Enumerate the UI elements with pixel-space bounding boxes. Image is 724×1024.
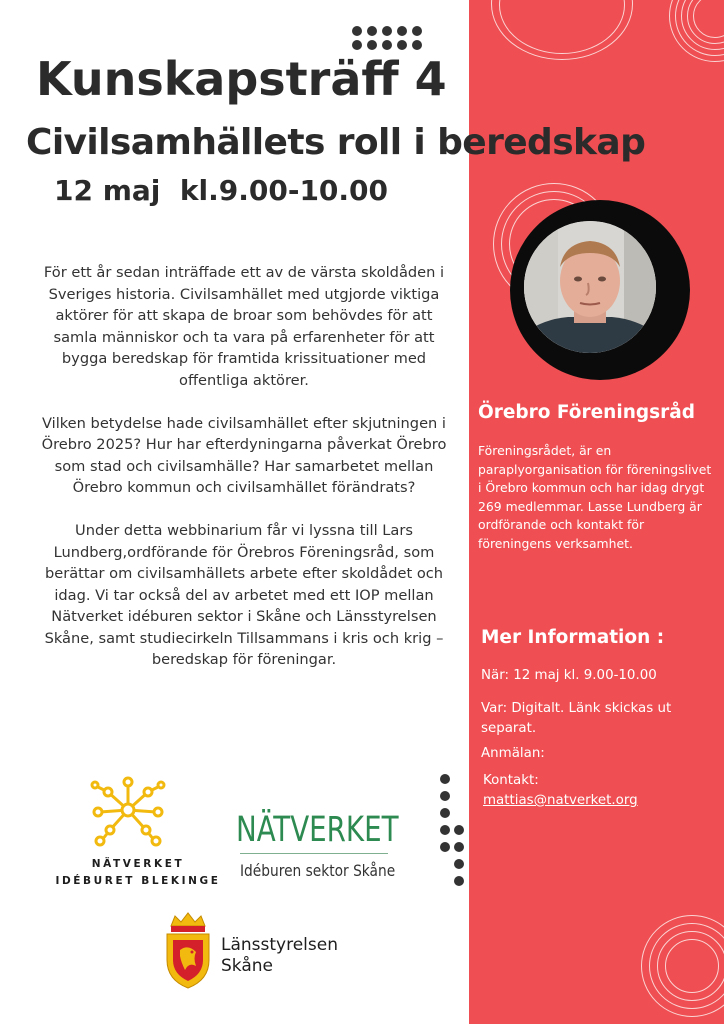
- contact-email-link[interactable]: mattias@natverket.org: [483, 793, 638, 808]
- blekinge-logo-text: [55, 856, 221, 890]
- info-when: När: 12 maj kl. 9.00-10.00: [481, 668, 657, 683]
- blekinge-logo-line1: NÄTVERKET: [91, 858, 185, 870]
- lansstyrelsen-line1: Länsstyrelsen: [221, 935, 338, 955]
- natverket-logo-name: NÄTVERKET: [236, 810, 399, 850]
- blekinge-logo: [88, 770, 168, 850]
- more-info-heading: Mer Information :: [481, 627, 665, 648]
- organization-description: Föreningsrådet, är en paraplyorganisation för föreningslivet i Örebro kommun och har idag drygt 269 medlemmar. Lasse Lundberg är ordförande och kontakt för föreningens verksamhet.: [478, 443, 712, 551]
- natverket-logo-subtitle: Idéburen sektor Skåne: [240, 861, 396, 880]
- blekinge-logo-line2: IDÉBURET BLEKINGE: [55, 875, 221, 887]
- organization-title: Örebro Föreningsråd: [478, 402, 695, 423]
- page-subtitle: Civilsamhällets roll i beredskap: [26, 122, 646, 163]
- event-description: [40, 262, 448, 692]
- description-paragraph: För ett år sedan inträffade ett av de värsta skoldåden i Sveriges historia. Civilsamhället med utgjorde viktiga aktörer för att skapa de broar som behövdes för att samla människor och ta vara på erfarenheter för att bygga beredskap för framtida krissituationer med offentliga aktörer.: [43, 264, 445, 389]
- speaker-photo: [524, 221, 656, 353]
- event-date-time: 12 maj kl.9.00-10.00: [54, 174, 389, 207]
- description-paragraph: Vilken betydelse hade civilsamhället efter skjutningen i Örebro 2025? Hur har efterdyningarna påverkat Örebro som stad och civilsamhälle? Har samarbetet mellan Örebro kommun och civilsamhället förändrats?: [41, 414, 447, 496]
- natverket-logo-divider: [240, 853, 388, 854]
- speaker-photo-frame: [510, 200, 690, 380]
- coat-of-arms-icon: [163, 910, 213, 990]
- info-contact-label: Kontakt:: [483, 773, 539, 788]
- lansstyrelsen-line2: Skåne: [221, 956, 273, 976]
- lansstyrelsen-logo: [163, 910, 213, 990]
- page-title: Kunskapsträff 4: [36, 52, 447, 106]
- network-logo-icon: [88, 770, 168, 850]
- info-signup: Anmälan:: [481, 746, 545, 761]
- info-where: Var: Digitalt. Länk skickas ut separat.: [481, 701, 672, 736]
- description-paragraph: Under detta webbinarium får vi lyssna till Lars Lundberg,ordförande för Örebros Föreningsråd, som berättar om civilsamhällets arbete efter skoldådet och idag. Vi tar också del av arbetet med ett IOP mellan Nätverket idéburen sektor i Skåne och Länsstyrelsen Skåne, samt studiecirkeln Tillsammans i kris och krig – beredskap för föreningar.: [44, 522, 444, 668]
- lansstyrelsen-logo-text: [221, 935, 338, 977]
